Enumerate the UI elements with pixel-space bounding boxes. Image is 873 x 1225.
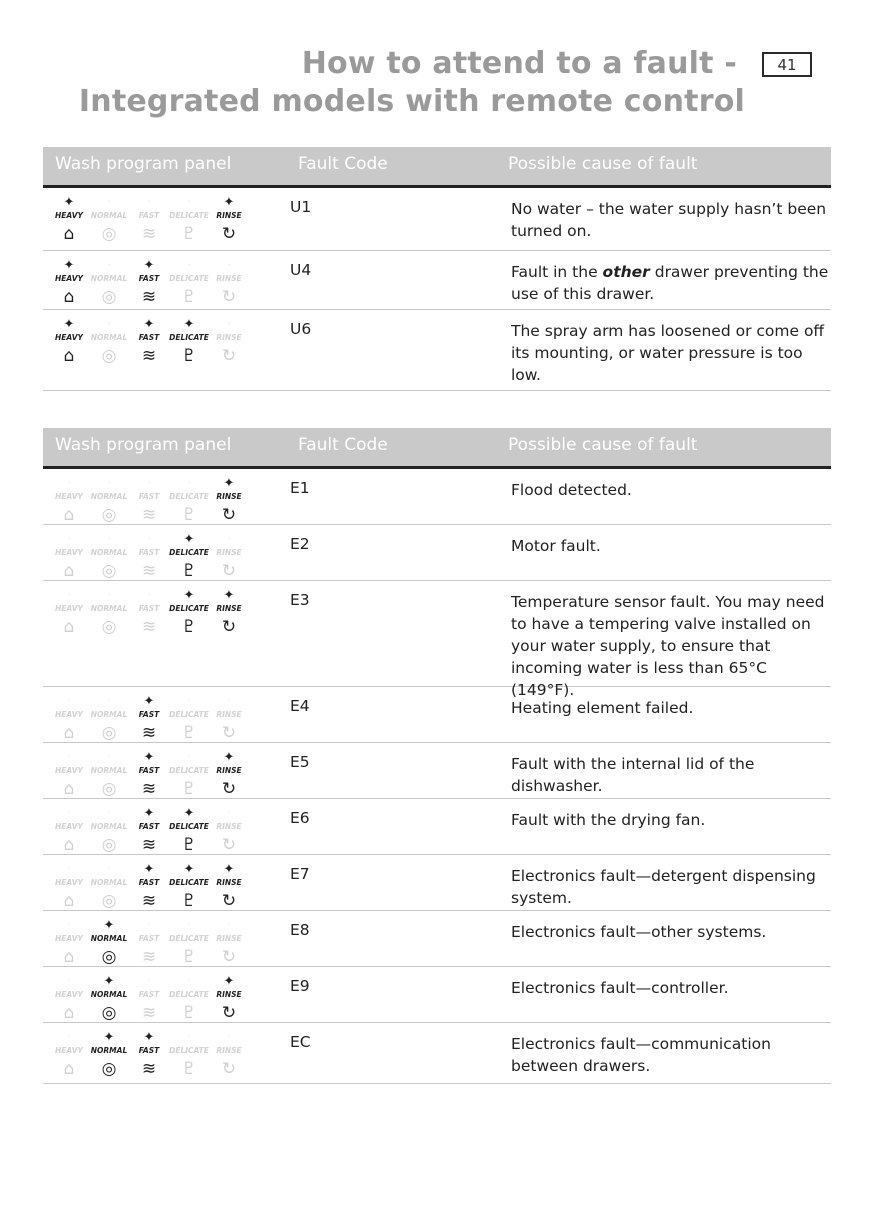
led-lit-icon: ✦ xyxy=(143,258,155,273)
table-row xyxy=(43,1023,831,1084)
panel-label: RINSE xyxy=(216,1046,242,1055)
panel-label: HEAVY xyxy=(55,822,83,831)
fault-code: E2 xyxy=(290,535,310,553)
fault-cause: Electronics fault—communication between drawers. xyxy=(511,1035,771,1075)
led-lit-icon: ✦ xyxy=(183,532,195,547)
led-off-icon: · xyxy=(67,1032,71,1043)
panel-label: NORMAL xyxy=(90,1046,128,1055)
fault-cause: Motor fault. xyxy=(511,537,601,555)
panel-label: HEAVY xyxy=(55,710,83,719)
rinse-icon: ↻ xyxy=(221,723,237,743)
rinse-icon: ↻ xyxy=(221,779,237,799)
panel-label: NORMAL xyxy=(90,934,128,943)
panel-label: HEAVY xyxy=(55,766,83,775)
led-off-icon: · xyxy=(227,808,231,819)
panel-label: DELICATE xyxy=(169,333,209,342)
heavy-pot-icon: ⌂ xyxy=(63,505,75,525)
wash-program-panel xyxy=(49,863,249,917)
led-off-icon: · xyxy=(147,197,151,208)
panel-label: RINSE xyxy=(216,990,242,999)
panel-label: NORMAL xyxy=(90,211,128,220)
panel-label: FAST xyxy=(138,211,160,220)
normal-wash-icon: ◎ xyxy=(101,346,117,366)
fast-wash-icon: ≋ xyxy=(141,835,157,855)
panel-label: FAST xyxy=(138,822,160,831)
led-off-icon: · xyxy=(67,976,71,987)
led-off-icon: · xyxy=(107,696,111,707)
panel-label: DELICATE xyxy=(169,274,209,283)
heavy-pot-icon: ⌂ xyxy=(63,224,75,244)
panel-label: HEAVY xyxy=(55,990,83,999)
table-row xyxy=(43,855,831,911)
fault-code: E3 xyxy=(290,591,310,609)
heavy-pot-icon: ⌂ xyxy=(63,1059,75,1079)
table-row xyxy=(43,310,831,391)
panel-label: HEAVY xyxy=(55,548,83,557)
led-lit-icon: ✦ xyxy=(63,317,75,332)
fault-code: E6 xyxy=(290,809,310,827)
led-off-icon: · xyxy=(107,260,111,271)
led-lit-icon: ✦ xyxy=(183,317,195,332)
table-row xyxy=(43,687,831,743)
led-off-icon: · xyxy=(67,752,71,763)
led-off-icon: · xyxy=(187,478,191,489)
led-off-icon: · xyxy=(227,319,231,330)
heavy-pot-icon: ⌂ xyxy=(63,346,75,366)
panel-label: FAST xyxy=(138,766,160,775)
panel-label: DELICATE xyxy=(169,822,209,831)
panel-label: RINSE xyxy=(216,548,242,557)
fast-wash-icon: ≋ xyxy=(141,891,157,911)
panel-label: DELICATE xyxy=(169,548,209,557)
panel-label: DELICATE xyxy=(169,878,209,887)
led-off-icon: · xyxy=(67,590,71,601)
led-off-icon: · xyxy=(187,752,191,763)
wash-program-panel xyxy=(49,975,249,1029)
led-off-icon: · xyxy=(147,976,151,987)
panel-label: NORMAL xyxy=(90,878,128,887)
rinse-icon: ↻ xyxy=(221,617,237,637)
normal-wash-icon: ◎ xyxy=(101,891,117,911)
panel-label: FAST xyxy=(138,492,160,501)
panel-label: RINSE xyxy=(216,766,242,775)
led-off-icon: · xyxy=(147,920,151,931)
panel-label: FAST xyxy=(138,548,160,557)
fault-code: E1 xyxy=(290,479,310,497)
fast-wash-icon: ≋ xyxy=(141,723,157,743)
page-number: 41 xyxy=(762,52,812,77)
fault-cause-text: Fault in the xyxy=(511,263,603,281)
panel-label: FAST xyxy=(138,333,160,342)
panel-label: DELICATE xyxy=(169,934,209,943)
led-off-icon: · xyxy=(187,696,191,707)
panel-label: DELICATE xyxy=(169,604,209,613)
normal-wash-icon: ◎ xyxy=(101,505,117,525)
panel-label: DELICATE xyxy=(169,766,209,775)
fault-code: E8 xyxy=(290,921,310,939)
wash-program-panel xyxy=(49,919,249,973)
panel-label: DELICATE xyxy=(169,492,209,501)
led-lit-icon: ✦ xyxy=(183,862,195,877)
wash-program-panel xyxy=(49,751,249,805)
panel-label: FAST xyxy=(138,604,160,613)
led-lit-icon: ✦ xyxy=(223,476,235,491)
wash-program-panel xyxy=(49,589,249,643)
delicate-glass-icon: ♇ xyxy=(181,1003,197,1023)
led-off-icon: · xyxy=(67,808,71,819)
led-off-icon: · xyxy=(187,920,191,931)
led-lit-icon: ✦ xyxy=(143,317,155,332)
fault-table-u-codes xyxy=(43,147,831,391)
delicate-glass-icon: ♇ xyxy=(181,346,197,366)
normal-wash-icon: ◎ xyxy=(101,287,117,307)
heavy-pot-icon: ⌂ xyxy=(63,891,75,911)
panel-label: FAST xyxy=(138,710,160,719)
wash-program-panel xyxy=(49,196,249,250)
led-off-icon: · xyxy=(147,590,151,601)
panel-label: NORMAL xyxy=(90,492,128,501)
led-off-icon: · xyxy=(107,864,111,875)
panel-label: FAST xyxy=(138,878,160,887)
table-row xyxy=(43,911,831,967)
normal-wash-icon: ◎ xyxy=(101,835,117,855)
led-lit-icon: ✦ xyxy=(143,694,155,709)
led-off-icon: · xyxy=(107,534,111,545)
table-header xyxy=(43,428,831,469)
wash-program-panel xyxy=(49,1031,249,1085)
fast-wash-icon: ≋ xyxy=(141,947,157,967)
panel-label: RINSE xyxy=(216,333,242,342)
panel-label: FAST xyxy=(138,1046,160,1055)
led-lit-icon: ✦ xyxy=(223,588,235,603)
led-lit-icon: ✦ xyxy=(183,588,195,603)
normal-wash-icon: ◎ xyxy=(101,617,117,637)
led-lit-icon: ✦ xyxy=(103,974,115,989)
led-off-icon: · xyxy=(67,920,71,931)
led-lit-icon: ✦ xyxy=(103,918,115,933)
fast-wash-icon: ≋ xyxy=(141,287,157,307)
wash-program-panel xyxy=(49,259,249,313)
wash-program-panel xyxy=(49,807,249,861)
led-lit-icon: ✦ xyxy=(63,258,75,273)
fast-wash-icon: ≋ xyxy=(141,346,157,366)
fault-code: U4 xyxy=(290,261,312,279)
heavy-pot-icon: ⌂ xyxy=(63,617,75,637)
led-lit-icon: ✦ xyxy=(63,195,75,210)
fault-code: E5 xyxy=(290,753,310,771)
column-header-panel: Wash program panel xyxy=(55,435,232,455)
panel-label: RINSE xyxy=(216,211,242,220)
rinse-icon: ↻ xyxy=(221,505,237,525)
panel-label: HEAVY xyxy=(55,1046,83,1055)
panel-label: NORMAL xyxy=(90,990,128,999)
heavy-pot-icon: ⌂ xyxy=(63,287,75,307)
led-off-icon: · xyxy=(147,534,151,545)
table-header xyxy=(43,147,831,188)
normal-wash-icon: ◎ xyxy=(101,723,117,743)
normal-wash-icon: ◎ xyxy=(101,561,117,581)
led-off-icon: · xyxy=(227,260,231,271)
fault-cause: Heating element failed. xyxy=(511,699,694,717)
fault-cause: Electronics fault—other systems. xyxy=(511,923,767,941)
table-row xyxy=(43,525,831,581)
delicate-glass-icon: ♇ xyxy=(181,224,197,244)
panel-label: DELICATE xyxy=(169,211,209,220)
led-off-icon: · xyxy=(107,808,111,819)
heavy-pot-icon: ⌂ xyxy=(63,1003,75,1023)
column-header-panel: Wash program panel xyxy=(55,154,232,174)
fault-cause: No water – the water supply hasn’t been turned on. xyxy=(511,200,827,240)
panel-label: RINSE xyxy=(216,492,242,501)
fault-code: U1 xyxy=(290,198,312,216)
panel-label: NORMAL xyxy=(90,710,128,719)
led-off-icon: · xyxy=(227,696,231,707)
panel-label: FAST xyxy=(138,990,160,999)
fault-cause-text: drawer preventing the use of this drawer. xyxy=(511,263,829,303)
normal-wash-icon: ◎ xyxy=(101,1059,117,1079)
heavy-pot-icon: ⌂ xyxy=(63,835,75,855)
panel-label: FAST xyxy=(138,934,160,943)
panel-label: NORMAL xyxy=(90,274,128,283)
rinse-icon: ↻ xyxy=(221,287,237,307)
rinse-icon: ↻ xyxy=(221,561,237,581)
led-lit-icon: ✦ xyxy=(103,1030,115,1045)
panel-label: RINSE xyxy=(216,710,242,719)
heavy-pot-icon: ⌂ xyxy=(63,947,75,967)
panel-label: RINSE xyxy=(216,822,242,831)
fast-wash-icon: ≋ xyxy=(141,617,157,637)
led-off-icon: · xyxy=(107,319,111,330)
panel-label: HEAVY xyxy=(55,604,83,613)
fast-wash-icon: ≋ xyxy=(141,505,157,525)
rinse-icon: ↻ xyxy=(221,891,237,911)
delicate-glass-icon: ♇ xyxy=(181,891,197,911)
led-off-icon: · xyxy=(67,696,71,707)
panel-label: RINSE xyxy=(216,878,242,887)
fault-table-e-codes xyxy=(43,428,831,1084)
fast-wash-icon: ≋ xyxy=(141,561,157,581)
fault-cause-emphasis: other xyxy=(602,263,650,281)
led-off-icon: · xyxy=(227,920,231,931)
page-title: How to attend to a fault - xyxy=(301,46,737,81)
fast-wash-icon: ≋ xyxy=(141,1003,157,1023)
panel-label: DELICATE xyxy=(169,990,209,999)
fault-cause: Temperature sensor fault. You may need to have a tempering valve installed on your water supply, to ensure that incoming water is less than 65°C (149°F). xyxy=(511,593,825,699)
rinse-icon: ↻ xyxy=(221,1059,237,1079)
column-header-code: Fault Code xyxy=(298,154,388,174)
led-off-icon: · xyxy=(67,864,71,875)
led-off-icon: · xyxy=(147,478,151,489)
led-off-icon: · xyxy=(67,478,71,489)
fast-wash-icon: ≋ xyxy=(141,1059,157,1079)
wash-program-panel xyxy=(49,533,249,587)
led-off-icon: · xyxy=(107,590,111,601)
led-off-icon: · xyxy=(227,534,231,545)
led-lit-icon: ✦ xyxy=(223,750,235,765)
table-row xyxy=(43,469,831,525)
rinse-icon: ↻ xyxy=(221,346,237,366)
fault-cause: Fault with the internal lid of the dishwasher. xyxy=(511,755,755,795)
led-off-icon: · xyxy=(187,976,191,987)
column-header-code: Fault Code xyxy=(298,435,388,455)
table-row xyxy=(43,799,831,855)
panel-label: RINSE xyxy=(216,934,242,943)
led-lit-icon: ✦ xyxy=(143,806,155,821)
led-lit-icon: ✦ xyxy=(143,1030,155,1045)
panel-label: NORMAL xyxy=(90,766,128,775)
fast-wash-icon: ≋ xyxy=(141,779,157,799)
led-lit-icon: ✦ xyxy=(223,195,235,210)
delicate-glass-icon: ♇ xyxy=(181,561,197,581)
delicate-glass-icon: ♇ xyxy=(181,1059,197,1079)
delicate-glass-icon: ♇ xyxy=(181,617,197,637)
table-row xyxy=(43,188,831,251)
led-off-icon: · xyxy=(107,478,111,489)
panel-label: HEAVY xyxy=(55,211,83,220)
delicate-glass-icon: ♇ xyxy=(181,947,197,967)
panel-label: HEAVY xyxy=(55,934,83,943)
fault-cause: The spray arm has loosened or come off its mounting, or water pressure is too low. xyxy=(511,322,825,384)
panel-label: HEAVY xyxy=(55,274,83,283)
fault-code: U6 xyxy=(290,320,312,338)
normal-wash-icon: ◎ xyxy=(101,1003,117,1023)
heavy-pot-icon: ⌂ xyxy=(63,779,75,799)
rinse-icon: ↻ xyxy=(221,224,237,244)
led-off-icon: · xyxy=(187,197,191,208)
led-off-icon: · xyxy=(187,1032,191,1043)
fault-code: E4 xyxy=(290,697,310,715)
led-off-icon: · xyxy=(67,534,71,545)
delicate-glass-icon: ♇ xyxy=(181,287,197,307)
led-off-icon: · xyxy=(227,1032,231,1043)
fault-code: E7 xyxy=(290,865,310,883)
panel-label: DELICATE xyxy=(169,710,209,719)
led-lit-icon: ✦ xyxy=(223,974,235,989)
led-lit-icon: ✦ xyxy=(183,806,195,821)
page-subtitle: Integrated models with remote control xyxy=(78,84,745,119)
panel-label: RINSE xyxy=(216,604,242,613)
panel-label: HEAVY xyxy=(55,878,83,887)
heavy-pot-icon: ⌂ xyxy=(63,561,75,581)
wash-program-panel xyxy=(49,318,249,372)
heavy-pot-icon: ⌂ xyxy=(63,723,75,743)
panel-label: FAST xyxy=(138,274,160,283)
table-row xyxy=(43,251,831,310)
led-lit-icon: ✦ xyxy=(223,862,235,877)
normal-wash-icon: ◎ xyxy=(101,224,117,244)
rinse-icon: ↻ xyxy=(221,835,237,855)
wash-program-panel xyxy=(49,695,249,749)
delicate-glass-icon: ♇ xyxy=(181,505,197,525)
fault-cause: Electronics fault—controller. xyxy=(511,979,729,997)
table-row xyxy=(43,967,831,1023)
table-row xyxy=(43,581,831,699)
normal-wash-icon: ◎ xyxy=(101,779,117,799)
fault-code: E9 xyxy=(290,977,310,995)
rinse-icon: ↻ xyxy=(221,1003,237,1023)
wash-program-panel xyxy=(49,477,249,531)
panel-label: NORMAL xyxy=(90,822,128,831)
table-row xyxy=(43,743,831,799)
fault-code: EC xyxy=(290,1033,311,1051)
panel-label: RINSE xyxy=(216,274,242,283)
panel-label: NORMAL xyxy=(90,604,128,613)
panel-label: HEAVY xyxy=(55,333,83,342)
rinse-icon: ↻ xyxy=(221,947,237,967)
column-header-cause: Possible cause of fault xyxy=(508,154,698,174)
panel-label: NORMAL xyxy=(90,333,128,342)
column-header-cause: Possible cause of fault xyxy=(508,435,698,455)
fault-cause: Flood detected. xyxy=(511,481,632,499)
panel-label: DELICATE xyxy=(169,1046,209,1055)
panel-label: HEAVY xyxy=(55,492,83,501)
delicate-glass-icon: ♇ xyxy=(181,723,197,743)
led-lit-icon: ✦ xyxy=(143,750,155,765)
fault-cause: Electronics fault—detergent dispensing system. xyxy=(511,867,816,907)
fault-cause: Fault with the drying fan. xyxy=(511,811,706,829)
led-off-icon: · xyxy=(107,752,111,763)
led-off-icon: · xyxy=(107,197,111,208)
delicate-glass-icon: ♇ xyxy=(181,779,197,799)
normal-wash-icon: ◎ xyxy=(101,947,117,967)
delicate-glass-icon: ♇ xyxy=(181,835,197,855)
led-lit-icon: ✦ xyxy=(143,862,155,877)
led-off-icon: · xyxy=(187,260,191,271)
fault-cause xyxy=(511,261,831,305)
panel-label: NORMAL xyxy=(90,548,128,557)
fast-wash-icon: ≋ xyxy=(141,224,157,244)
